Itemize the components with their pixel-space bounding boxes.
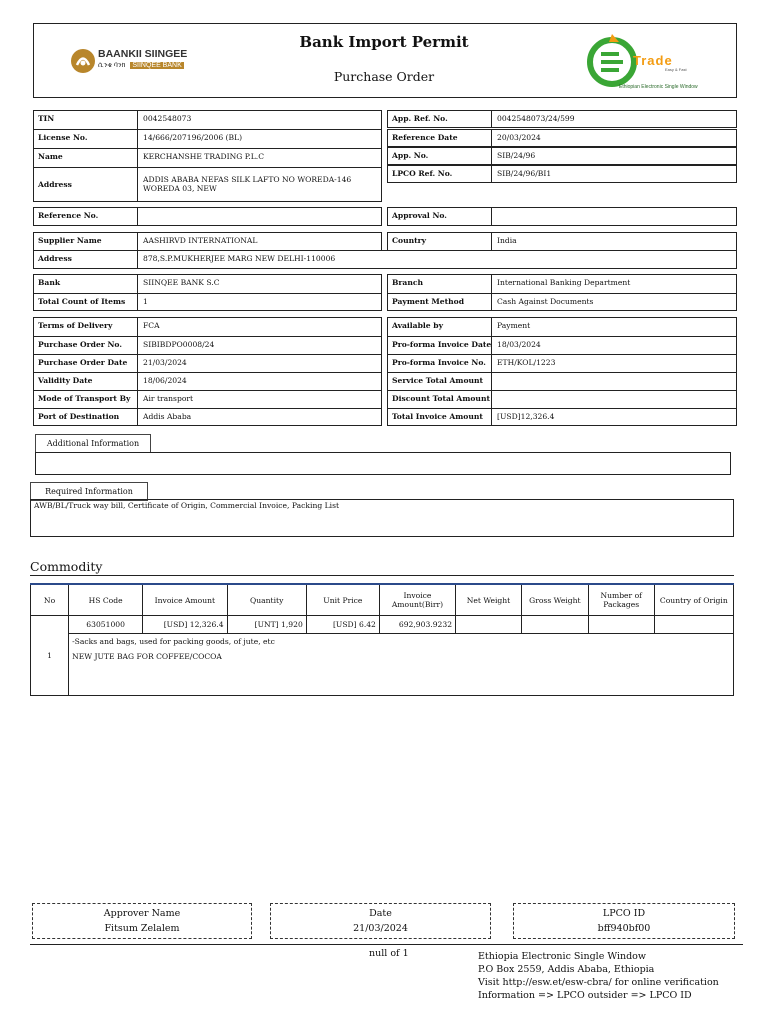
row-country-origin: [654, 616, 733, 634]
proforma-no-value: ETH/KOL/1223: [491, 355, 737, 373]
row-net-weight: [456, 616, 522, 634]
applicant-table: [33, 110, 382, 202]
col-country-origin: Country of Origin: [654, 584, 733, 616]
required-information-tab[interactable]: Required Information: [30, 482, 148, 501]
bank-logo-amharic: ሲንቄ ባንክ: [98, 62, 126, 69]
footer-line-4: Information => LPCO outsider => LPCO ID: [478, 990, 692, 1001]
col-invoice-birr: Invoice Amount(Birr): [379, 584, 455, 616]
document-header: [33, 23, 737, 98]
po-no-value: SIBIBDPO0008/24: [137, 337, 382, 355]
app-no-row: [387, 147, 737, 165]
ref-date-label: Reference Date: [392, 133, 458, 142]
count-label: Total Count of Items: [38, 297, 126, 306]
discount-total-value: [491, 391, 737, 409]
bank-logo-badge: SIINQEE BANK: [132, 62, 182, 69]
app-no-value: SIB/24/96: [491, 148, 737, 165]
po-date-value: 21/03/2024: [137, 355, 382, 373]
proforma-date-label: Pro-forma Invoice Date: [392, 340, 492, 349]
row-invoice-amount: [USD] 12,326.4: [143, 616, 227, 634]
commodity-row: [31, 616, 734, 634]
port-value: Addis Ababa: [137, 409, 382, 426]
bank-logo-name: BAANKII SIINGEE: [98, 48, 188, 60]
col-unit-price: Unit Price: [306, 584, 379, 616]
approver-label: Approver Name: [103, 908, 181, 919]
payment-label: Payment Method: [392, 297, 465, 306]
name-label: Name: [38, 152, 63, 161]
row-invoice-birr: 692,903.9232: [379, 616, 455, 634]
page-title: Bank Import Permit: [299, 33, 469, 51]
app-ref-value: 0042548073/24/599: [491, 111, 737, 128]
lpco-ref-label: LPCO Ref. No.: [392, 169, 453, 178]
app-ref-label: App. Ref. No.: [392, 114, 448, 123]
etrade-logo-tagline: Easy & Fast: [665, 67, 687, 72]
row-no: 1: [31, 616, 69, 696]
date-box: [270, 903, 491, 939]
footer-line-2: P.O Box 2559, Addis Ababa, Ethiopia: [478, 964, 655, 975]
etrade-logo: [587, 30, 707, 94]
bank-emblem-icon: [70, 48, 96, 74]
proforma-no-label: Pro-forma Invoice No.: [392, 358, 486, 367]
bank-value: SIINQEE BANK S.C: [137, 275, 382, 293]
ref-date-value: 20/03/2024: [491, 130, 737, 147]
app-ref-row: [387, 110, 737, 128]
po-no-label: Purchase Order No.: [38, 340, 122, 349]
footer-line-3[interactable]: Visit http://esw.et/esw-cbra/ for online verification: [478, 977, 719, 988]
row-description-line-1: -Sacks and bags, used for packing goods, of jute, etc: [72, 637, 275, 646]
transport-mode-label: Mode of Transport By: [38, 394, 131, 403]
date-label: Date: [369, 908, 392, 919]
license-label: License No.: [38, 133, 88, 142]
additional-information-box: [35, 452, 731, 475]
app-no-label: App. No.: [392, 151, 429, 160]
name-value: KERCHANSHE TRADING P.L.C: [137, 149, 382, 167]
country-row: [387, 232, 737, 251]
terms-of-delivery-value: FCA: [137, 318, 382, 336]
tin-value: 0042548073: [137, 111, 382, 129]
additional-information-tab[interactable]: Additional Information: [35, 434, 151, 453]
approver-box: [32, 903, 252, 939]
supplier-address-value: 878,S.P.MUKHERJEE MARG NEW DELHI-110006: [137, 251, 737, 269]
supplier-name-label: Supplier Name: [38, 236, 102, 245]
transport-mode-value: Air transport: [137, 391, 382, 409]
available-by-label: Available by: [392, 321, 443, 330]
bank-logo: [70, 46, 210, 76]
service-total-value: [491, 373, 737, 391]
address-value: [137, 168, 382, 202]
footer-line-1: Ethiopia Electronic Single Window: [478, 951, 647, 962]
footer-divider: [30, 944, 743, 945]
row-description: [69, 634, 734, 696]
supplier-name-value: AASHIRVD INTERNATIONAL: [137, 233, 382, 251]
approver-name: Fitsum Zelalem: [104, 923, 180, 934]
bank-label: Bank: [38, 278, 61, 287]
etrade-logo-text: Trade: [633, 53, 673, 68]
row-gross-weight: [521, 616, 588, 634]
supplier-address-row: [33, 250, 737, 269]
etrade-logo-subtext: Ethiopian Electronic Single Window: [619, 84, 698, 90]
approval-no-value: [491, 208, 737, 226]
lpco-ref-row: [387, 165, 737, 183]
validity-date-value: 18/06/2024: [137, 373, 382, 391]
validity-date-label: Validity Date: [38, 376, 93, 385]
col-no: No: [31, 584, 69, 616]
supplier-name-row: [33, 232, 382, 251]
country-value: India: [491, 233, 737, 251]
lpco-label: LPCO ID: [602, 908, 646, 919]
branch-value: International Banking Department: [491, 275, 737, 293]
row-hs-code: 63051000: [69, 616, 143, 634]
col-packages: Number of Packages: [588, 584, 654, 616]
col-net-weight: Net Weight: [456, 584, 522, 616]
reference-no-label: Reference No.: [38, 211, 99, 220]
col-hs-code: HS Code: [69, 584, 143, 616]
commodity-title: Commodity: [30, 559, 103, 574]
branch-label: Branch: [392, 278, 424, 287]
footer-info: [478, 950, 719, 1002]
required-information-box: AWB/BL/Truck way bill, Certificate of Origin, Commercial Invoice, Packing List: [30, 499, 734, 537]
row-description-line-2: NEW JUTE BAG FOR COFFEE/COCOA: [72, 652, 222, 661]
approval-no-label: Approval No.: [392, 211, 447, 220]
row-quantity: [UNT] 1,920: [227, 616, 306, 634]
bank-table: [33, 274, 382, 311]
branch-table: [387, 274, 737, 311]
commodity-header-row: [31, 584, 734, 616]
address-line-2: WOREDA 03, NEW: [143, 184, 217, 193]
commodity-description-row: [31, 634, 734, 696]
supplier-address-label: Address: [38, 254, 72, 263]
service-total-label: Service Total Amount: [392, 376, 484, 385]
country-label: Country: [392, 236, 427, 245]
page-number: null of 1: [369, 948, 409, 959]
po-date-label: Purchase Order Date: [38, 358, 128, 367]
bank-logo-subline: [98, 62, 184, 70]
col-gross-weight: Gross Weight: [521, 584, 588, 616]
reference-no-row: [33, 207, 382, 226]
etrade-emblem-icon: [587, 30, 637, 90]
row-unit-price: [USD] 6.42: [306, 616, 379, 634]
approval-no-row: [387, 207, 737, 226]
discount-total-label: Discount Total Amount: [392, 394, 490, 403]
row-packages: [588, 616, 654, 634]
page-subtitle: Purchase Order: [333, 69, 435, 84]
total-invoice-label: Total Invoice Amount: [392, 412, 483, 421]
reference-no-value: [137, 208, 382, 226]
date-value: 21/03/2024: [353, 923, 408, 934]
port-label: Port of Destination: [38, 412, 120, 421]
total-invoice-value: [USD]12,326.4: [491, 409, 737, 426]
commodity-table: [30, 583, 734, 696]
col-invoice-amount: Invoice Amount: [143, 584, 227, 616]
lpco-box: [513, 903, 735, 939]
license-value: 14/666/207196/2006 (BL): [137, 130, 382, 148]
terms-table-left: [33, 317, 382, 426]
terms-table-right: [387, 317, 737, 426]
lpco-ref-value: SIB/24/96/BI1: [491, 166, 737, 183]
terms-of-delivery-label: Terms of Delivery: [38, 321, 113, 330]
count-value: 1: [137, 294, 382, 311]
address-line-1: ADDIS ABABA NEFAS SILK LAFTO NO WOREDA-146: [143, 175, 352, 184]
col-quantity: Quantity: [227, 584, 306, 616]
address-label: Address: [38, 180, 72, 189]
lpco-value: bff940bf00: [597, 923, 651, 934]
commodity-divider: [30, 575, 734, 576]
available-by-value: Payment: [491, 318, 737, 336]
tin-label: TIN: [38, 114, 55, 123]
proforma-date-value: 18/03/2024: [491, 337, 737, 355]
ref-date-row: [387, 129, 737, 147]
payment-value: Cash Against Documents: [491, 294, 737, 311]
